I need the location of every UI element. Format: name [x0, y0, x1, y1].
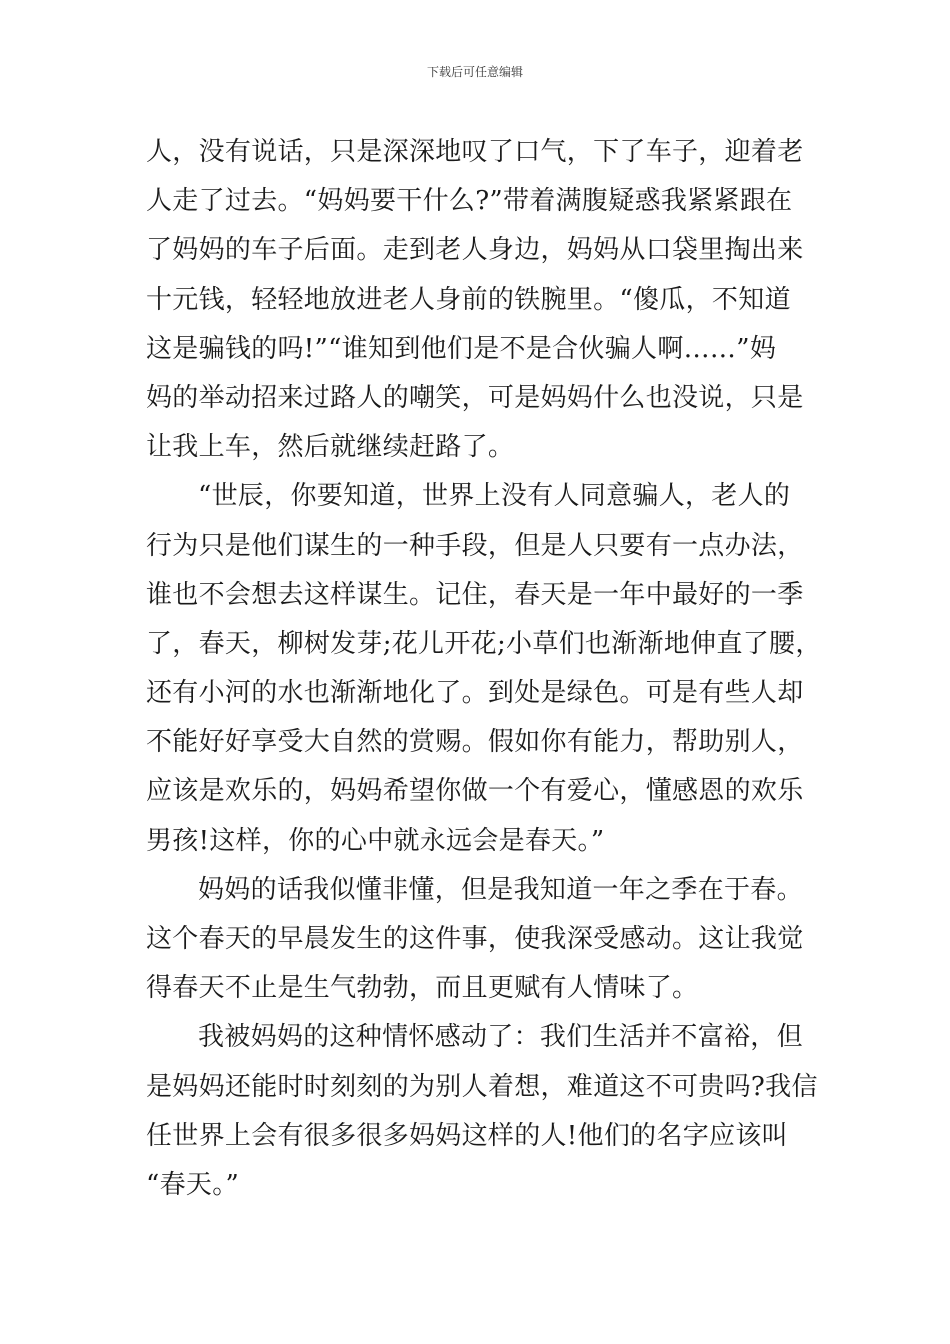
text-line: 不能好好享受大自然的赏赐。假如你有能力，帮助别人，: [146, 727, 804, 758]
header-note: 下载后可任意编辑: [426, 65, 523, 79]
text-line: 人，没有说话，只是深深地叹了口气，下了车子，迎着老: [146, 137, 804, 167]
text-line: 妈的举动招来过路人的嘲笑，可是妈妈什么也没说，只是: [146, 382, 804, 413]
text-line: “春天。”: [146, 1169, 240, 1200]
text-line: 还有小河的水也渐渐地化了。到处是绿色。可是有些人却: [146, 678, 804, 709]
paragraph-start-line: “世辰，你要知道，世界上没有人同意骗人，老人的: [198, 481, 791, 512]
text-line: 得春天不止是生气勃勃，而且更赋有人情味了。: [146, 973, 699, 1004]
text-line: 任世界上会有很多很多妈妈这样的人!他们的名字应该叫: [146, 1120, 788, 1151]
text-line: 了妈妈的车子后面。走到老人身边，妈妈从口袋里掏出来: [146, 235, 804, 266]
document-body: [146, 128, 822, 1210]
text-line: 人走了过去。“妈妈要干什么?”带着满腹疑惑我紧紧跟在: [146, 186, 793, 217]
text-line: 这是骗钱的吗!”“谁知到他们是不是合伙骗人啊……”妈: [146, 333, 777, 364]
text-line: 让我上车，然后就继续赶路了。: [146, 432, 515, 463]
paragraph-start-line: 我被妈妈的这种情怀感动了：我们生活并不富裕，但: [198, 1022, 803, 1053]
text-line: 是妈妈还能时时刻刻的为别人着想，难道这不可贵吗?我信: [146, 1071, 818, 1102]
paragraph-start-line: 妈妈的话我似懂非懂，但是我知道一年之季在于春。: [198, 874, 803, 905]
text-line: 了，春天，柳树发芽;花儿开花;小草们也渐渐地伸直了腰，: [146, 628, 822, 659]
text-line: 十元钱，轻轻地放进老人身前的铁腕里。“傻瓜，不知道: [146, 284, 791, 315]
text-line: 男孩!这样，你的心中就永远会是春天。”: [146, 825, 605, 856]
text-line: 应该是欢乐的，妈妈希望你做一个有爱心，懂感恩的欢乐: [146, 776, 804, 807]
text-line: 谁也不会想去这样谋生。记住，春天是一年中最好的一季: [146, 579, 804, 610]
text-line: 这个春天的早晨发生的这件事，使我深受感动。这让我觉: [146, 924, 804, 954]
text-line: 行为只是他们谋生的一种手段，但是人只要有一点办法，: [146, 530, 804, 561]
